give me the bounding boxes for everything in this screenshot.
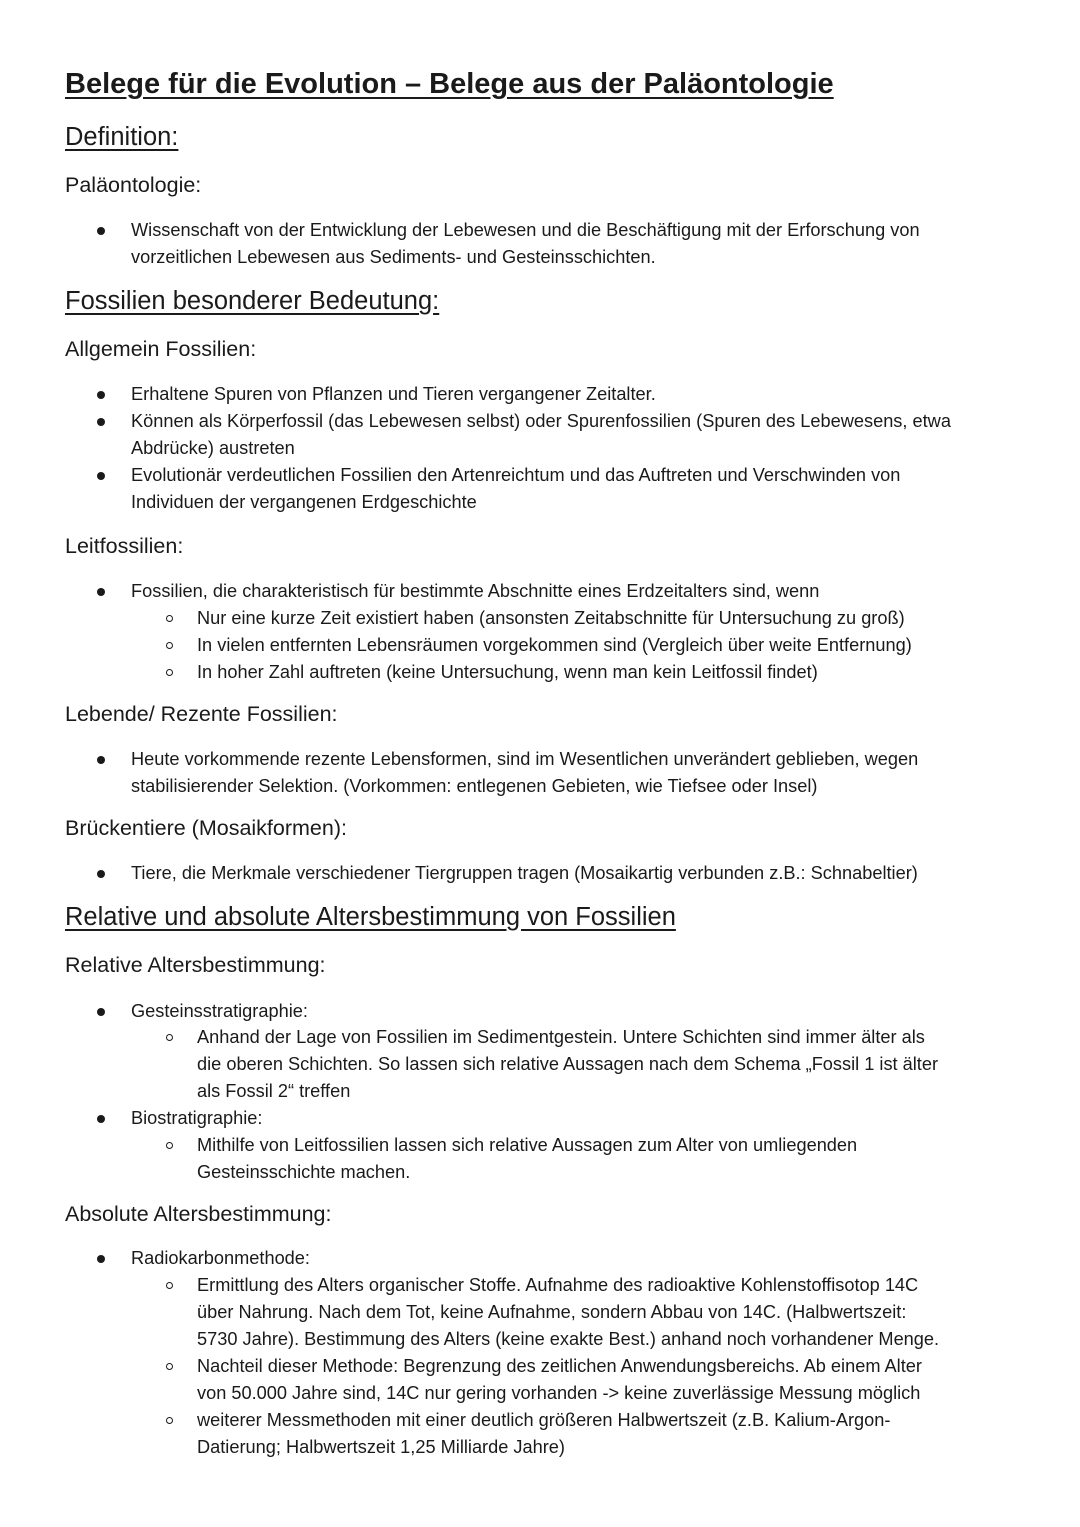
sub-bullet-ring: [166, 669, 173, 676]
sub-bullet-ring: [166, 1282, 173, 1289]
subheading-absolut: Absolute Altersbestimmung:: [65, 1202, 332, 1226]
text-line: Ermittlung des Alters organischer Stoffe. Aufnahme des radioaktive Kohlenstoffisotop 14C: [197, 1275, 919, 1295]
text-line: als Fossil 2“ treffen: [197, 1081, 351, 1101]
bullet-dot: [97, 588, 105, 596]
sub-bullet-ring: [166, 1363, 173, 1370]
text-line: Individuen der vergangenen Erdgeschichte: [131, 492, 477, 512]
text-line: In hoher Zahl auftreten (keine Untersuchung, wenn man kein Leitfossil findet): [197, 662, 818, 682]
text-line: Mithilfe von Leitfossilien lassen sich relative Aussagen zum Alter von umliegenden: [197, 1135, 858, 1155]
text-line: stabilisierender Selektion. (Vorkommen: entlegenen Gebieten, wie Tiefsee oder Insel): [131, 776, 818, 796]
page-title: Belege für die Evolution – Belege aus der Paläontologie: [65, 68, 834, 100]
subheading-leitfossilien: Leitfossilien:: [65, 534, 184, 558]
text-line: In vielen entfernten Lebensräumen vorgekommen sind (Vergleich über weite Entfernung): [197, 635, 912, 655]
text-line: Können als Körperfossil (das Lebewesen selbst) oder Spurenfossilien (Spuren des Lebewesens, etwa: [131, 411, 951, 431]
text-line: Abdrücke) austreten: [131, 438, 295, 458]
bullet-dot: [97, 418, 105, 426]
sub-bullet-ring: [166, 615, 173, 622]
text-line: Gesteinsstratigraphie:: [131, 1001, 308, 1021]
text-line: 5730 Jahre). Bestimmung des Alters (keine exakte Best.) anhand noch vorhandener Menge.: [197, 1329, 940, 1349]
bullet-dot: [97, 1255, 105, 1263]
text-line: Anhand der Lage von Fossilien im Sedimentgestein. Untere Schichten sind immer älter als: [197, 1027, 925, 1047]
subheading-palaeontologie: Paläontologie:: [65, 173, 202, 197]
heading-definition: Definition:: [65, 123, 179, 151]
sub-bullet-ring: [166, 642, 173, 649]
heading-fossilien: Fossilien besonderer Bedeutung:: [65, 287, 440, 315]
text-line: Evolutionär verdeutlichen Fossilien den Artenreichtum und das Auftreten und Verschwinden von: [131, 465, 901, 485]
text-line: Erhaltene Spuren von Pflanzen und Tieren vergangener Zeitalter.: [131, 384, 656, 404]
text-line: Nur eine kurze Zeit existiert haben (ansonsten Zeitabschnitte für Untersuchung zu groß): [197, 608, 905, 628]
sub-bullet-ring: [166, 1417, 173, 1424]
bullet-dot: [97, 1008, 105, 1016]
text-line: Heute vorkommende rezente Lebensformen, sind im Wesentlichen unverändert geblieben, wegen: [131, 749, 919, 769]
bullet-dot: [97, 227, 105, 235]
sub-bullet-ring: [166, 1034, 173, 1041]
text-line: die oberen Schichten. So lassen sich relative Aussagen nach dem Schema „Fossil 1 ist älter: [197, 1054, 939, 1074]
text-line: Tiere, die Merkmale verschiedener Tiergruppen tragen (Mosaikartig verbunden z.B.: Schnabeltier): [131, 863, 918, 883]
text-line: Radiokarbonmethode:: [131, 1248, 310, 1268]
bullet-dot: [97, 391, 105, 399]
bullet-dot: [97, 1115, 105, 1123]
subheading-allgemein: Allgemein Fossilien:: [65, 337, 257, 361]
text-line: Biostratigraphie:: [131, 1108, 263, 1128]
text-line: Nachteil dieser Methode: Begrenzung des zeitlichen Anwendungsbereichs. Ab einem Alter: [197, 1356, 922, 1376]
text-line: vorzeitlichen Lebewesen aus Sediments- und Gesteinsschichten.: [131, 247, 656, 267]
bullet-dot: [97, 472, 105, 480]
bullet-dot: [97, 756, 105, 764]
text-line: Gesteinsschichte machen.: [197, 1162, 411, 1182]
sub-bullet-ring: [166, 1142, 173, 1149]
text-line: Datierung; Halbwertszeit 1,25 Milliarde Jahre): [197, 1437, 565, 1457]
text-line: weiterer Messmethoden mit einer deutlich größeren Halbwertszeit (z.B. Kalium-Argon-: [197, 1410, 891, 1430]
subheading-lebende: Lebende/ Rezente Fossilien:: [65, 702, 338, 726]
text-line: von 50.000 Jahre sind, 14C nur gering vorhanden -> keine zuverlässige Messung möglich: [197, 1383, 921, 1403]
bullet-dot: [97, 870, 105, 878]
heading-altersbestimmung: Relative und absolute Altersbestimmung von Fossilien: [65, 903, 676, 931]
subheading-brueckentiere: Brückentiere (Mosaikformen):: [65, 816, 347, 840]
text-line: Fossilien, die charakteristisch für bestimmte Abschnitte eines Erdzeitalters sind, wenn: [131, 581, 820, 601]
subheading-relativ: Relative Altersbestimmung:: [65, 953, 326, 977]
text-line: Wissenschaft von der Entwicklung der Lebewesen und die Beschäftigung mit der Erforschung von: [131, 220, 920, 240]
text-line: über Nahrung. Nach dem Tot, keine Aufnahme, sondern Abbau von 14C. (Halbwertszeit:: [197, 1302, 907, 1322]
